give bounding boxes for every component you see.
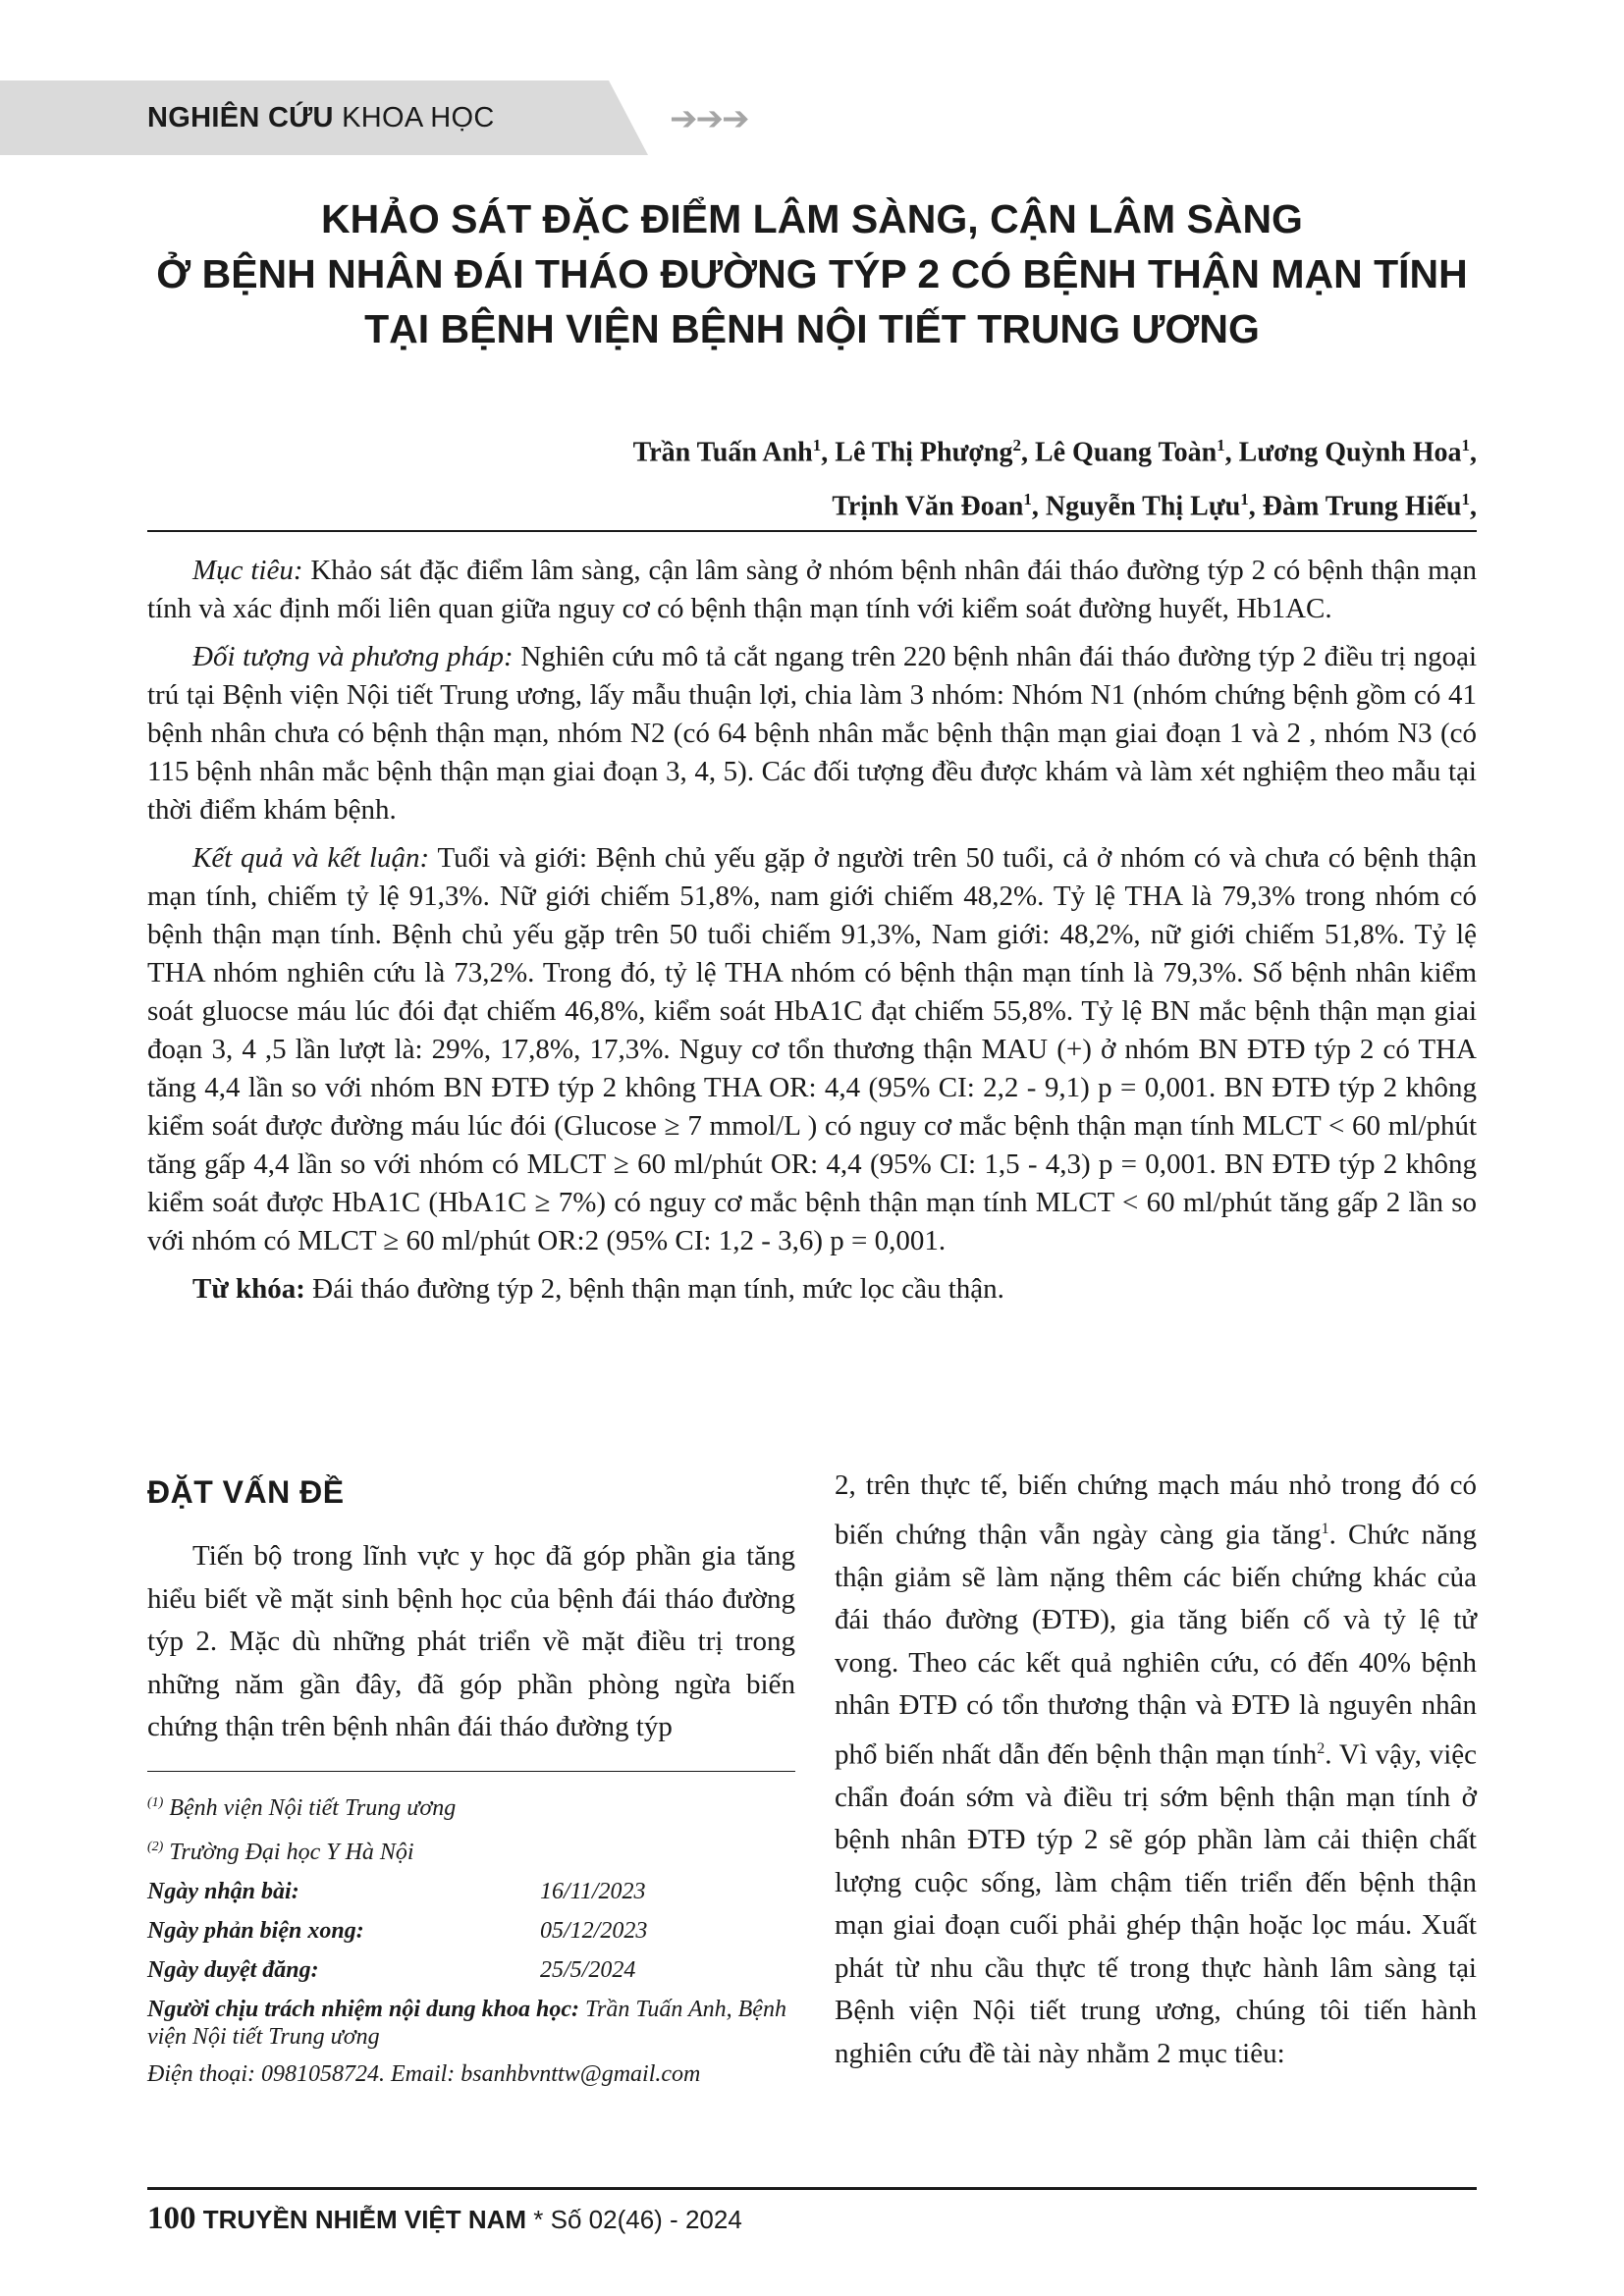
abstract-methods — [147, 638, 1477, 829]
accepted-date: 25/5/2024 — [540, 1957, 636, 1983]
author-name: Lê Thị Phượng — [835, 437, 1013, 468]
abstract-keywords — [147, 1270, 1477, 1308]
author-separator: , — [821, 437, 836, 468]
author-affiliation: 1 — [1023, 490, 1032, 509]
responsible-text: Trần Tuấn Anh, Bệnh viện Nội tiết Trung ương — [147, 1997, 786, 2050]
abstract-objective — [147, 552, 1477, 628]
keywords-text: Đái tháo đường týp 2, bệnh thận mạn tính, mức lọc cầu thận. — [304, 1273, 1004, 1305]
author-name: Nguyễn Thị Lựu — [1045, 491, 1241, 522]
title-line: KHẢO SÁT ĐẶC ĐIỂM LÂM SÀNG, CẬN LÂM SÀNG — [321, 196, 1303, 241]
arrow-icon: ➔➔➔ — [670, 99, 748, 138]
intro-text: 2, trên thực tế, biến chứng mạch máu nhỏ trong đó có biến chứng thận vẫn ngày càng gia tăng — [835, 1469, 1477, 1551]
received-date: 16/11/2023 — [540, 1879, 646, 1904]
methods-label: Đối tượng và phương pháp: — [192, 641, 514, 672]
results-text: Tuổi và giới: Bệnh chủ yếu gặp ở người trên 50 tuổi, cả ở nhóm có và chưa có bệnh thận mạn tính, chiếm tỷ lệ 91,3%. Nữ giới chiếm 51,8%, nam giới chiếm 48,2%. Tỷ lệ THA là 79,3% trong nhóm có bệnh thận mạn tính. Bệnh chủ yếu gặp trên 50 tuổi chiếm 91,3%, Nam giới: 48,2%, nữ giới chiếm 51,8%. Tỷ lệ THA nhóm nghiên cứu là 73,2%. Trong đó, tỷ lệ THA nhóm có bệnh thận mạn tính là 79,3%. Số bệnh nhân kiểm soát gluocse máu lúc đói đạt chiếm 46,8%, kiểm soát HbA1C đạt chiếm 55,8%. Tỷ lệ BN mắc bệnh thận mạn giai đoạn 3, 4 ,5 lần lượt là: 29%, 17,8%, 17,3%. Nguy cơ tổn thương thận MAU (+) ở nhóm BN ĐTĐ týp 2 có THA tăng 4,4 lần so với nhóm BN ĐTĐ týp 2 không THA OR: 4,4 (95% CI: 2,2 - 9,1) p = 0,001. BN ĐTĐ týp 2 không kiểm soát được đường máu lúc đói (Glucose ≥ 7 mmol/L ) có nguy cơ mắc bệnh thận mạn tính MLCT < 60 ml/phút tăng gấp 4,4 lần so với nhóm có MLCT ≥ 60 ml/phút OR: 4,4 (95% CI: 1,5 - 4,3) p = 0,001. BN ĐTĐ týp 2 không kiểm soát được HbA1C (HbA1C ≥ 7%) có nguy cơ mắc bệnh thận mạn tính MLCT < 60 ml/phút tăng gấp 2 lần so với nhóm có MLCT ≥ 60 ml/phút OR:2 (95% CI: 1,2 - 3,6) p = 0,001. — [147, 842, 1477, 1256]
affiliation-note — [147, 1784, 795, 1828]
reviewed-date-row — [147, 1911, 795, 1950]
title-line: TẠI BỆNH VIỆN BỆNH NỘI TIẾT TRUNG ƯƠNG — [364, 306, 1260, 351]
paper-title — [98, 191, 1526, 356]
intro-text: . Vì vậy, việc chẩn đoán sớm và điều trị sớm bệnh thận mạn tính ở bệnh nhân ĐTĐ týp 2 sẽ góp phần làm cải thiện chất lượng cuộc sống, làm chậm tiến triển đến bệnh thận mạn giai đoạn cuối phải ghép thận hoặc lọc máu. Xuất phát từ nhu cầu thực tế trong thực hành lâm sàng tại Bệnh viện Nội tiết trung ương, chúng tôi tiến hành nghiên cứu đề tài này nhằm 2 mục tiêu: — [835, 1738, 1477, 2069]
author-line — [633, 422, 1477, 476]
objective-text: Khảo sát đặc điểm lâm sàng, cận lâm sàng ở nhóm bệnh nhân đái tháo đường týp 2 có bệnh thận mạn tính và xác định mối liên quan giữa nguy cơ có bệnh thận mạn tính với kiểm soát đường huyết, Hb1AC. — [147, 555, 1478, 624]
author-separator: , — [1248, 491, 1263, 522]
page-footer — [147, 2199, 742, 2239]
intro-left-column — [147, 1472, 795, 2090]
affiliation-mark: (2) — [147, 1840, 164, 1854]
author-separator: , — [1470, 437, 1477, 468]
author-affiliation: 1 — [1461, 490, 1470, 509]
citation-ref: 1 — [1321, 1520, 1329, 1537]
author-name: Trần Tuấn Anh — [632, 437, 813, 468]
footnote-divider — [147, 1771, 795, 1773]
author-name: Trịnh Văn Đoan — [832, 491, 1024, 522]
reviewed-date: 05/12/2023 — [540, 1918, 648, 1944]
reviewed-label: Ngày phản biện xong: — [147, 1918, 364, 1944]
methods-text: Nghiên cứu mô tả cắt ngang trên 220 bệnh nhân đái tháo đường týp 2 điều trị ngoại trú tại Bệnh viện Nội tiết Trung ương, lấy mẫu thuận lợi, chia làm 3 nhóm: Nhóm N1 (nhóm chứng bệnh gồm có 41 bệnh nhân chưa có bệnh thận mạn, nhóm N2 (có 64 bệnh nhân mắc bệnh thận mạn giai đoạn 1 và 2 , nhóm N3 (có 115 bệnh nhân mắc bệnh thận mạn giai đoạn 3, 4, 5). Các đối tượng đều được khám và làm xét nghiệm theo mẫu tại thời điểm khám bệnh. — [147, 641, 1477, 826]
author-separator: , — [1470, 491, 1477, 522]
footnotes — [147, 1784, 795, 2090]
affiliation-text: Trường Đại học Y Hà Nội — [163, 1840, 414, 1865]
author-name: Lương Quỳnh Hoa — [1238, 437, 1462, 468]
title-line: Ở BỆNH NHÂN ĐÁI THÁO ĐƯỜNG TÝP 2 CÓ BỆNH THẬN MẠN TÍNH — [156, 251, 1468, 296]
abstract-results — [147, 839, 1477, 1260]
results-label: Kết quả và kết luận: — [192, 842, 430, 874]
author-list — [633, 422, 1477, 531]
page-number: 100 — [147, 2201, 196, 2236]
affiliation-note — [147, 1828, 795, 1872]
author-separator: , — [1020, 437, 1035, 468]
section-header-bold: NGHIÊN CỨU — [147, 102, 334, 133]
section-header — [147, 102, 495, 134]
affiliation-text: Bệnh viện Nội tiết Trung ương — [163, 1795, 457, 1821]
objective-label: Mục tiêu: — [192, 555, 303, 586]
intro-paragraph: Tiến bộ trong lĩnh vực y học đã góp phần gia tăng hiểu biết về mặt sinh bệnh học của bệnh đái tháo đường týp 2. Mặc dù những phát triển về mặt điều trị trong những năm gần đây, đã góp phần phòng ngừa biến chứng thận trên bệnh nhân đái tháo đường týp — [147, 1540, 795, 1742]
author-line — [633, 476, 1477, 530]
author-affiliation: 1 — [1217, 436, 1225, 454]
intro-right-column — [835, 1465, 1477, 2075]
author-affiliation: 1 — [1240, 490, 1249, 509]
responsible-author-note — [147, 1996, 795, 2051]
author-separator: , — [1224, 437, 1239, 468]
accepted-date-row — [147, 1950, 795, 1990]
accepted-label: Ngày duyệt đăng: — [147, 1957, 319, 1983]
author-name: Lê Quang Toàn — [1034, 437, 1218, 468]
footer-divider — [147, 2187, 1477, 2190]
author-affiliation: 2 — [1012, 436, 1021, 454]
author-affiliation: 1 — [1461, 436, 1470, 454]
footer-star: * — [526, 2205, 551, 2234]
contact-info: Điện thoại: 0981058724. Email: bsanhbvnttw@gmail.com — [147, 2061, 701, 2087]
section-header-rest: KHOA HỌC — [342, 102, 495, 133]
author-name: Đàm Trung Hiếu — [1262, 491, 1462, 522]
journal-issue: Số 02(46) - 2024 — [550, 2205, 742, 2234]
received-label: Ngày nhận bài: — [147, 1879, 299, 1904]
keywords-label: Từ khóa: — [192, 1273, 305, 1305]
received-date-row — [147, 1872, 795, 1911]
author-affiliation: 1 — [812, 436, 822, 454]
affiliation-mark: (1) — [147, 1795, 164, 1810]
abstract — [147, 552, 1477, 1318]
responsible-label: Người chịu trách nhiệm nội dung khoa học: — [147, 1997, 580, 2022]
header-divider — [147, 530, 1477, 532]
author-separator: , — [1031, 491, 1046, 522]
intro-text: . Chức năng thận giảm sẽ làm nặng thêm các biến chứng khác của đái tháo đường (ĐTĐ), gia tăng biến cố và tỷ lệ tử vong. Theo các kết quả nghiên cứu, có đến 40% bệnh nhân ĐTĐ có tổn thương thận và ĐTĐ là nguyên nhân phổ biến nhất dẫn đến bệnh thận mạn tính — [835, 1519, 1477, 1771]
journal-name: TRUYỀN NHIỄM VIỆT NAM — [202, 2205, 527, 2234]
citation-ref: 2 — [1317, 1739, 1326, 1757]
section-heading: ĐẶT VẤN ĐỀ — [147, 1474, 345, 1510]
